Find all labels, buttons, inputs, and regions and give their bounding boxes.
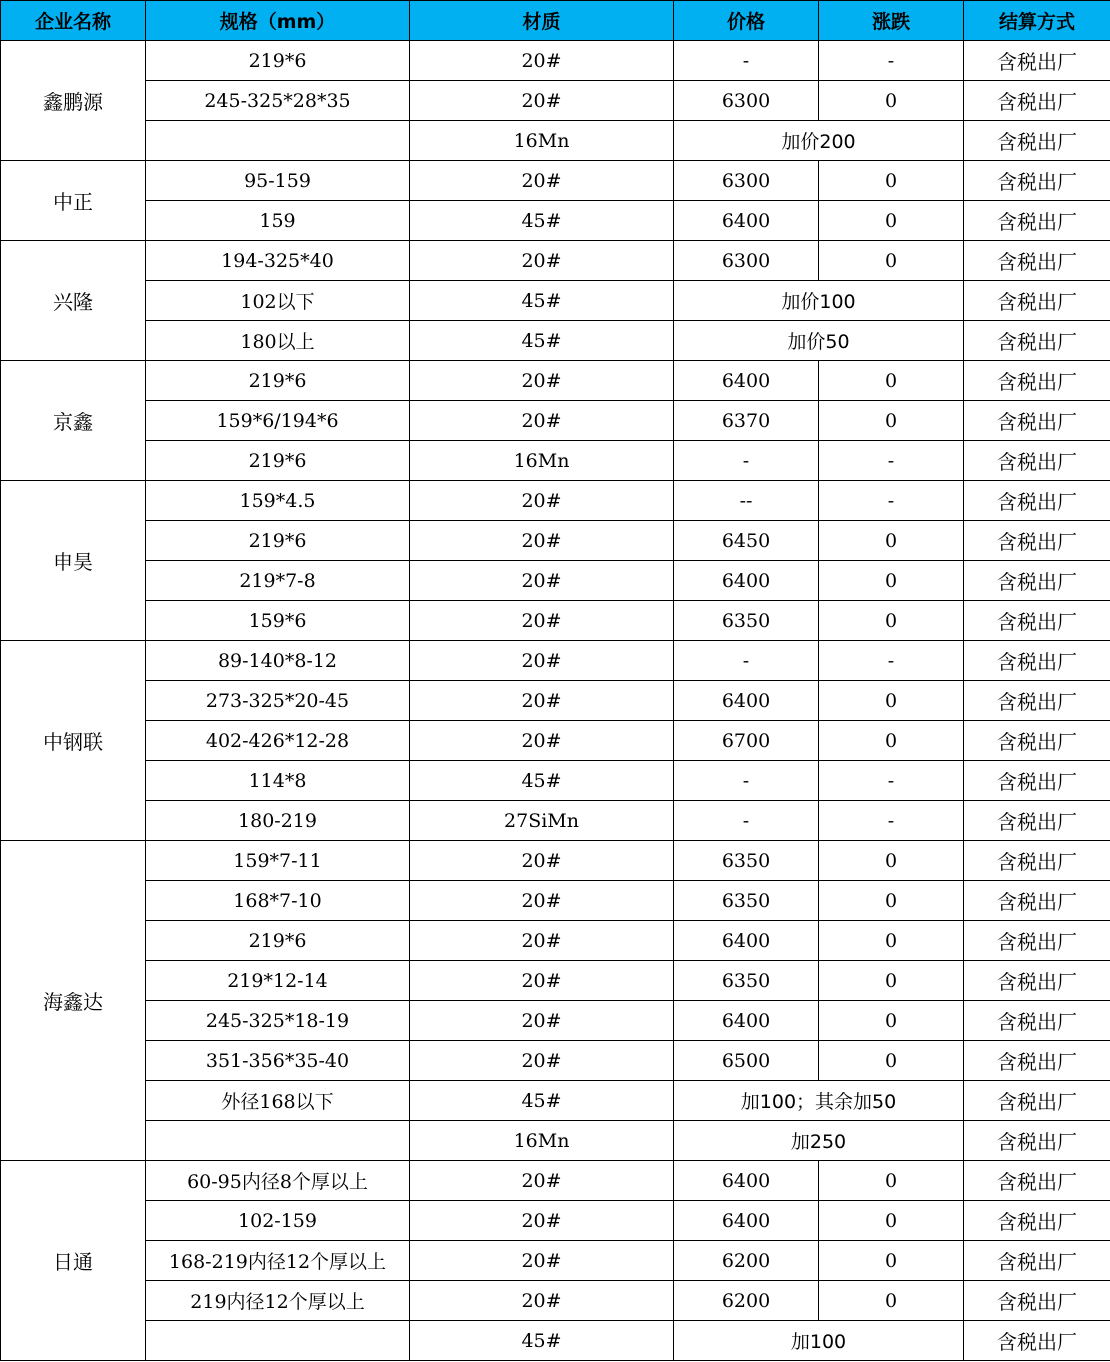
price-note-cell: 加价200 <box>674 121 964 161</box>
table-row <box>1 841 1110 881</box>
price-cell: 6700 <box>674 721 819 761</box>
spec-cell: 245-325*18-19 <box>146 1001 410 1041</box>
change-cell: 0 <box>819 201 964 241</box>
price-cell: 6400 <box>674 1001 819 1041</box>
table-row <box>1 241 1110 281</box>
change-cell: - <box>819 761 964 801</box>
material-cell: 20# <box>410 1161 674 1201</box>
change-cell: - <box>819 481 964 521</box>
change-cell: 0 <box>819 241 964 281</box>
table-row <box>1 721 1110 761</box>
material-cell: 45# <box>410 281 674 321</box>
table-row <box>1 1241 1110 1281</box>
spec-cell: 219*6 <box>146 921 410 961</box>
material-cell: 20# <box>410 561 674 601</box>
settlement-cell: 含税出厂 <box>964 401 1110 441</box>
spec-cell: 219*6 <box>146 41 410 81</box>
material-cell: 20# <box>410 1041 674 1081</box>
table-row <box>1 641 1110 681</box>
material-cell: 20# <box>410 41 674 81</box>
spec-cell: 180-219 <box>146 801 410 841</box>
price-cell: 6350 <box>674 881 819 921</box>
change-cell: 0 <box>819 1201 964 1241</box>
table-row <box>1 441 1110 481</box>
price-note-cell: 加价50 <box>674 321 964 361</box>
price-cell: 6200 <box>674 1241 819 1281</box>
price-note-cell: 加100 <box>674 1321 964 1361</box>
table-row <box>1 1281 1110 1321</box>
company-name: 申昊 <box>1 481 146 641</box>
price-cell: 6300 <box>674 161 819 201</box>
company-name: 兴隆 <box>1 241 146 361</box>
spec-cell: 102以下 <box>146 281 410 321</box>
material-cell: 20# <box>410 961 674 1001</box>
price-cell: 6400 <box>674 921 819 961</box>
change-cell: - <box>819 441 964 481</box>
header-material: 材质 <box>410 1 674 41</box>
spec-cell: 外径168以下 <box>146 1081 410 1121</box>
material-cell: 20# <box>410 241 674 281</box>
table-row <box>1 521 1110 561</box>
change-cell: 0 <box>819 961 964 1001</box>
material-cell: 27SiMn <box>410 801 674 841</box>
settlement-cell: 含税出厂 <box>964 761 1110 801</box>
company-name: 鑫鹏源 <box>1 41 146 161</box>
change-cell: 0 <box>819 921 964 961</box>
spec-cell: 159*6/194*6 <box>146 401 410 441</box>
company-name: 海鑫达 <box>1 841 146 1161</box>
spec-cell: 159 <box>146 201 410 241</box>
settlement-cell: 含税出厂 <box>964 281 1110 321</box>
table-row <box>1 121 1110 161</box>
spec-cell: 219*7-8 <box>146 561 410 601</box>
spec-cell: 102-159 <box>146 1201 410 1241</box>
header-spec: 规格（mm） <box>146 1 410 41</box>
spec-cell: 168*7-10 <box>146 881 410 921</box>
table-row <box>1 961 1110 1001</box>
settlement-cell: 含税出厂 <box>964 881 1110 921</box>
table-row <box>1 281 1110 321</box>
change-cell: 0 <box>819 561 964 601</box>
table-body <box>1 41 1110 1361</box>
table-row <box>1 1321 1110 1361</box>
material-cell: 20# <box>410 721 674 761</box>
spec-cell <box>146 1321 410 1361</box>
spec-cell: 60-95内径8个厚以上 <box>146 1161 410 1201</box>
spec-cell <box>146 1121 410 1161</box>
price-cell: 6350 <box>674 601 819 641</box>
table-row <box>1 681 1110 721</box>
table-row <box>1 1201 1110 1241</box>
table-row <box>1 321 1110 361</box>
change-cell: 0 <box>819 401 964 441</box>
spec-cell: 159*4.5 <box>146 481 410 521</box>
settlement-cell: 含税出厂 <box>964 1041 1110 1081</box>
settlement-cell: 含税出厂 <box>964 1201 1110 1241</box>
settlement-cell: 含税出厂 <box>964 441 1110 481</box>
change-cell: 0 <box>819 601 964 641</box>
price-note-cell: 加100；其余加50 <box>674 1081 964 1121</box>
table-row <box>1 921 1110 961</box>
material-cell: 20# <box>410 521 674 561</box>
settlement-cell: 含税出厂 <box>964 1001 1110 1041</box>
settlement-cell: 含税出厂 <box>964 1281 1110 1321</box>
material-cell: 45# <box>410 201 674 241</box>
price-cell: -- <box>674 481 819 521</box>
price-cell: 6300 <box>674 241 819 281</box>
material-cell: 45# <box>410 1321 674 1361</box>
material-cell: 20# <box>410 161 674 201</box>
spec-cell: 219*12-14 <box>146 961 410 1001</box>
table-row <box>1 801 1110 841</box>
table-row <box>1 601 1110 641</box>
spec-cell: 159*6 <box>146 601 410 641</box>
settlement-cell: 含税出厂 <box>964 721 1110 761</box>
material-cell: 20# <box>410 921 674 961</box>
table-row <box>1 201 1110 241</box>
settlement-cell: 含税出厂 <box>964 1241 1110 1281</box>
price-cell: 6400 <box>674 561 819 601</box>
settlement-cell: 含税出厂 <box>964 601 1110 641</box>
price-cell: 6300 <box>674 81 819 121</box>
settlement-cell: 含税出厂 <box>964 641 1110 681</box>
spec-cell: 159*7-11 <box>146 841 410 881</box>
table-row <box>1 881 1110 921</box>
header-change: 涨跌 <box>819 1 964 41</box>
settlement-cell: 含税出厂 <box>964 561 1110 601</box>
settlement-cell: 含税出厂 <box>964 321 1110 361</box>
price-cell: - <box>674 441 819 481</box>
price-cell: 6350 <box>674 841 819 881</box>
settlement-cell: 含税出厂 <box>964 361 1110 401</box>
material-cell: 20# <box>410 401 674 441</box>
table-row <box>1 1081 1110 1121</box>
price-cell: 6500 <box>674 1041 819 1081</box>
table-row <box>1 561 1110 601</box>
table-row <box>1 81 1110 121</box>
settlement-cell: 含税出厂 <box>964 801 1110 841</box>
material-cell: 20# <box>410 1281 674 1321</box>
price-cell: - <box>674 801 819 841</box>
settlement-cell: 含税出厂 <box>964 201 1110 241</box>
price-cell: 6400 <box>674 361 819 401</box>
material-cell: 20# <box>410 1241 674 1281</box>
company-name: 京鑫 <box>1 361 146 481</box>
table-row <box>1 361 1110 401</box>
material-cell: 20# <box>410 601 674 641</box>
change-cell: 0 <box>819 721 964 761</box>
company-name: 中正 <box>1 161 146 241</box>
change-cell: - <box>819 641 964 681</box>
material-cell: 20# <box>410 841 674 881</box>
spec-cell: 89-140*8-12 <box>146 641 410 681</box>
material-cell: 16Mn <box>410 441 674 481</box>
table-row <box>1 41 1110 81</box>
table-row <box>1 161 1110 201</box>
header-settlement: 结算方式 <box>964 1 1110 41</box>
settlement-cell: 含税出厂 <box>964 41 1110 81</box>
price-cell: 6400 <box>674 681 819 721</box>
settlement-cell: 含税出厂 <box>964 961 1110 1001</box>
settlement-cell: 含税出厂 <box>964 161 1110 201</box>
table-row <box>1 1121 1110 1161</box>
change-cell: 0 <box>819 81 964 121</box>
material-cell: 20# <box>410 1201 674 1241</box>
settlement-cell: 含税出厂 <box>964 841 1110 881</box>
settlement-cell: 含税出厂 <box>964 1161 1110 1201</box>
price-cell: - <box>674 761 819 801</box>
settlement-cell: 含税出厂 <box>964 241 1110 281</box>
spec-cell: 168-219内径12个厚以上 <box>146 1241 410 1281</box>
spec-cell: 245-325*28*35 <box>146 81 410 121</box>
material-cell: 16Mn <box>410 1121 674 1161</box>
price-cell: - <box>674 41 819 81</box>
settlement-cell: 含税出厂 <box>964 1321 1110 1361</box>
price-cell: 6200 <box>674 1281 819 1321</box>
spec-cell <box>146 121 410 161</box>
spec-cell: 114*8 <box>146 761 410 801</box>
change-cell: 0 <box>819 1281 964 1321</box>
material-cell: 20# <box>410 361 674 401</box>
price-cell: 6370 <box>674 401 819 441</box>
change-cell: 0 <box>819 1001 964 1041</box>
material-cell: 16Mn <box>410 121 674 161</box>
spec-cell: 351-356*35-40 <box>146 1041 410 1081</box>
material-cell: 20# <box>410 881 674 921</box>
price-cell: 6400 <box>674 1201 819 1241</box>
price-cell: 6400 <box>674 1161 819 1201</box>
material-cell: 45# <box>410 761 674 801</box>
price-cell: 6450 <box>674 521 819 561</box>
settlement-cell: 含税出厂 <box>964 81 1110 121</box>
material-cell: 45# <box>410 321 674 361</box>
change-cell: - <box>819 41 964 81</box>
settlement-cell: 含税出厂 <box>964 481 1110 521</box>
table-row <box>1 481 1110 521</box>
settlement-cell: 含税出厂 <box>964 121 1110 161</box>
header-price: 价格 <box>674 1 819 41</box>
settlement-cell: 含税出厂 <box>964 521 1110 561</box>
table-row <box>1 761 1110 801</box>
change-cell: 0 <box>819 1241 964 1281</box>
price-cell: - <box>674 641 819 681</box>
spec-cell: 219*6 <box>146 361 410 401</box>
material-cell: 20# <box>410 641 674 681</box>
change-cell: 0 <box>819 1041 964 1081</box>
spec-cell: 180以上 <box>146 321 410 361</box>
material-cell: 45# <box>410 1081 674 1121</box>
material-cell: 20# <box>410 1001 674 1041</box>
change-cell: 0 <box>819 161 964 201</box>
header-company: 企业名称 <box>1 1 146 41</box>
table-row <box>1 1161 1110 1201</box>
change-cell: 0 <box>819 681 964 721</box>
price-note-cell: 加价100 <box>674 281 964 321</box>
price-cell: 6350 <box>674 961 819 1001</box>
settlement-cell: 含税出厂 <box>964 681 1110 721</box>
change-cell: 0 <box>819 521 964 561</box>
spec-cell: 95-159 <box>146 161 410 201</box>
spec-cell: 219内径12个厚以上 <box>146 1281 410 1321</box>
change-cell: - <box>819 801 964 841</box>
change-cell: 0 <box>819 881 964 921</box>
header-row <box>1 1 1110 41</box>
spec-cell: 219*6 <box>146 441 410 481</box>
spec-cell: 273-325*20-45 <box>146 681 410 721</box>
table-row <box>1 1041 1110 1081</box>
spec-cell: 402-426*12-28 <box>146 721 410 761</box>
price-note-cell: 加250 <box>674 1121 964 1161</box>
price-cell: 6400 <box>674 201 819 241</box>
change-cell: 0 <box>819 1161 964 1201</box>
material-cell: 20# <box>410 681 674 721</box>
spec-cell: 219*6 <box>146 521 410 561</box>
table-row <box>1 401 1110 441</box>
table-row <box>1 1001 1110 1041</box>
settlement-cell: 含税出厂 <box>964 1081 1110 1121</box>
company-name: 日通 <box>1 1161 146 1361</box>
change-cell: 0 <box>819 361 964 401</box>
material-cell: 20# <box>410 81 674 121</box>
settlement-cell: 含税出厂 <box>964 921 1110 961</box>
change-cell: 0 <box>819 841 964 881</box>
settlement-cell: 含税出厂 <box>964 1121 1110 1161</box>
material-cell: 20# <box>410 481 674 521</box>
spec-cell: 194-325*40 <box>146 241 410 281</box>
company-name: 中钢联 <box>1 641 146 841</box>
